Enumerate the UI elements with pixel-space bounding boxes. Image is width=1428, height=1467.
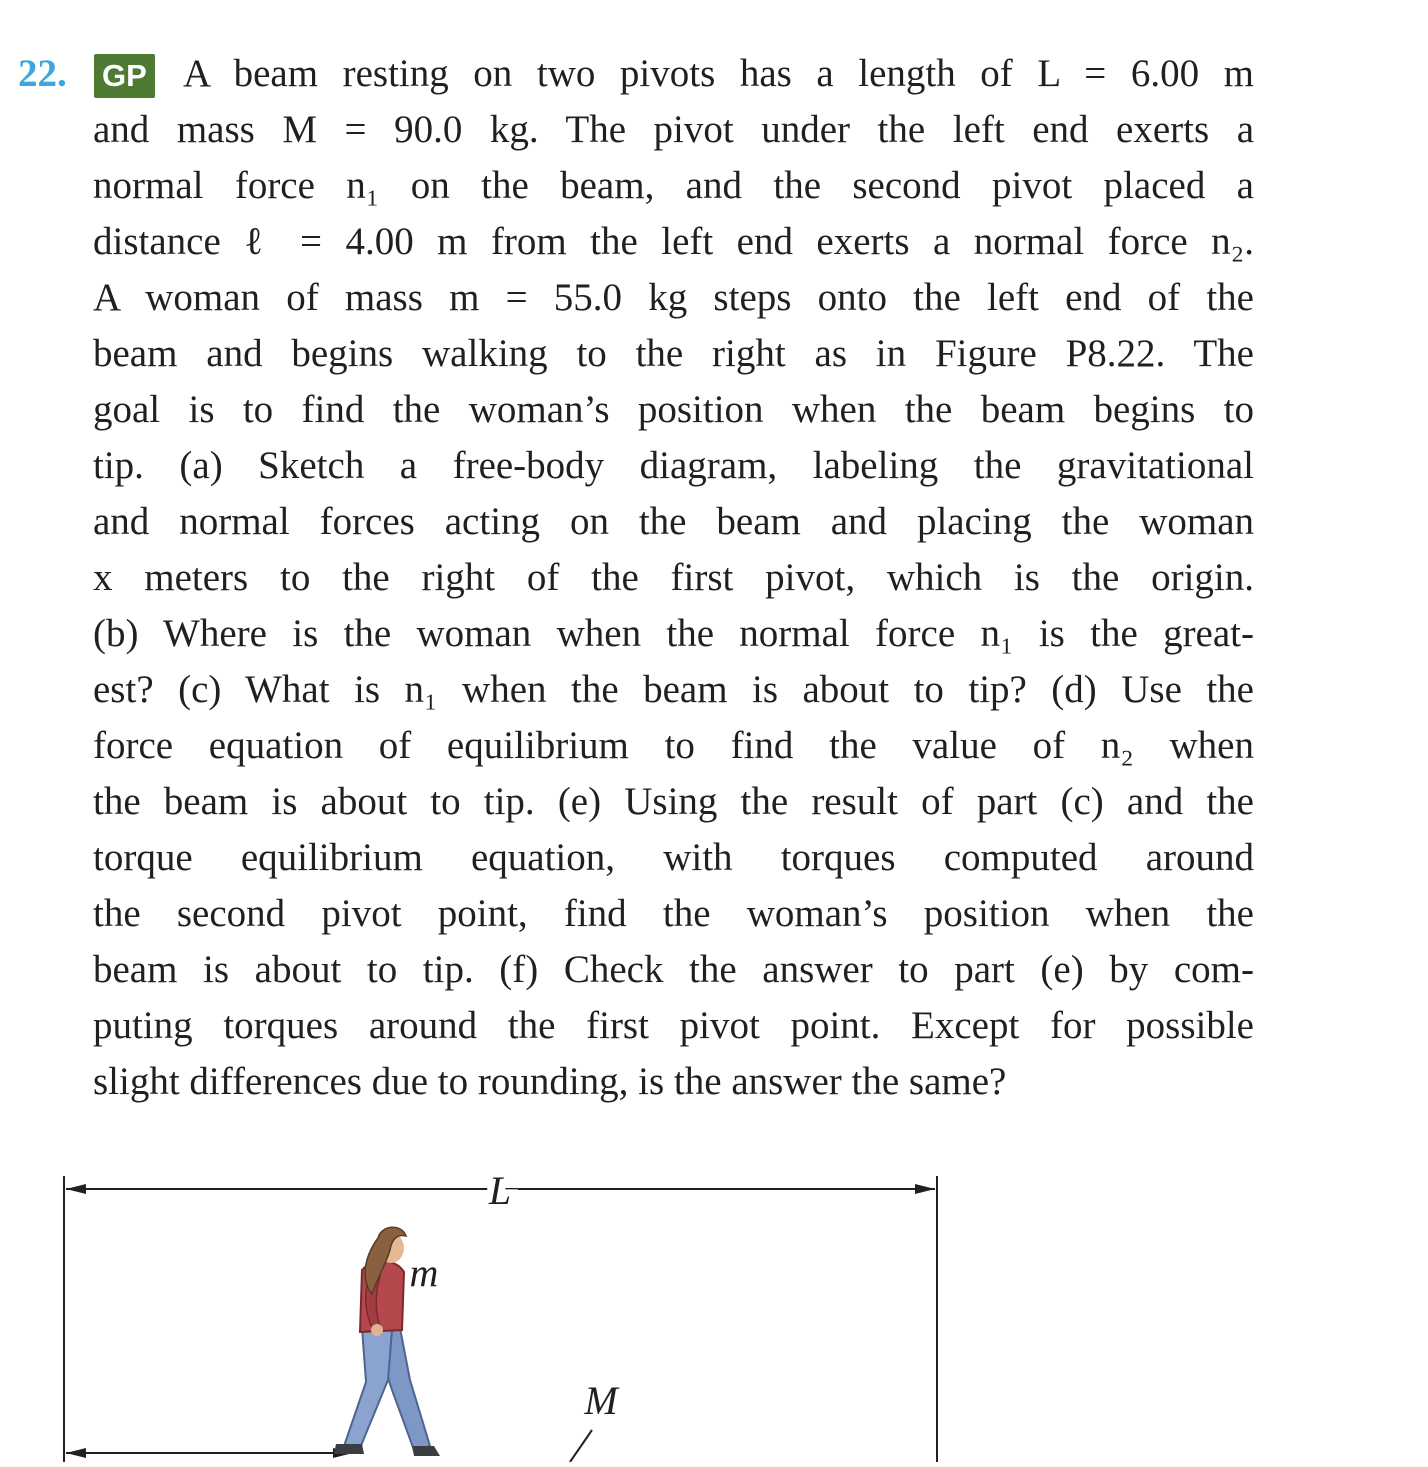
woman-front-leg xyxy=(344,1328,392,1448)
woman-mass-label: m xyxy=(409,1250,439,1295)
figure-drawing xyxy=(0,1160,1428,1462)
problem-line: puting torques around the first pivot point. Except for possible xyxy=(93,1004,1254,1047)
beam-mass-label: M xyxy=(584,1378,618,1423)
problem-line: torque equilibrium equation, with torques computed around xyxy=(93,836,1254,879)
problem-line: est? (c) What is n₁ when the beam is about to tip? (d) Use the xyxy=(93,668,1254,711)
problem-text xyxy=(93,46,1254,1110)
problem-line: force equation of equilibrium to find the value of n₂ when xyxy=(93,724,1254,767)
woman-front-shoe xyxy=(334,1444,364,1454)
problem-line: the beam is about to tip. (e) Using the result of part (c) and the xyxy=(93,780,1254,823)
problem-line: the second pivot point, find the woman’s position when the xyxy=(93,892,1254,935)
gp-badge: GP xyxy=(94,54,155,98)
problem-line: and mass M = 90.0 kg. The pivot under the left end exerts a xyxy=(93,108,1254,151)
problem-line: normal force n₁ on the beam, and the second pivot placed a xyxy=(93,164,1254,207)
problem-line: tip. (a) Sketch a free-body diagram, labeling the gravitational xyxy=(93,444,1254,487)
problem-line: x meters to the right of the first pivot, which is the origin. xyxy=(93,556,1254,599)
figure-p8-22 xyxy=(0,1160,1428,1462)
problem-line: distance ℓ = 4.00 m from the left end exerts a normal force n₂. xyxy=(93,220,1254,263)
problem-line: beam and begins walking to the right as in Figure P8.22. The xyxy=(93,332,1254,375)
problem-number: 22. xyxy=(18,52,67,95)
problem-line: beam is about to tip. (f) Check the answer to part (e) by com- xyxy=(93,948,1254,991)
problem-line: A woman of mass m = 55.0 kg steps onto the left end of the xyxy=(93,276,1254,319)
problem-line: slight differences due to rounding, is the answer the same? xyxy=(93,1060,1007,1103)
beam-mass-pointer xyxy=(570,1430,592,1462)
length-label: L xyxy=(488,1168,512,1213)
woman-back-shoe xyxy=(412,1446,440,1456)
problem-line: A beam resting on two pivots has a length of L = 6.00 m xyxy=(183,52,1254,95)
problem-line: (b) Where is the woman when the normal force n₁ is the great- xyxy=(93,612,1254,655)
problem-line: goal is to find the woman’s position when the beam begins to xyxy=(93,388,1254,431)
problem-line: and normal forces acting on the beam and placing the woman xyxy=(93,500,1254,543)
woman-hand xyxy=(371,1324,383,1336)
